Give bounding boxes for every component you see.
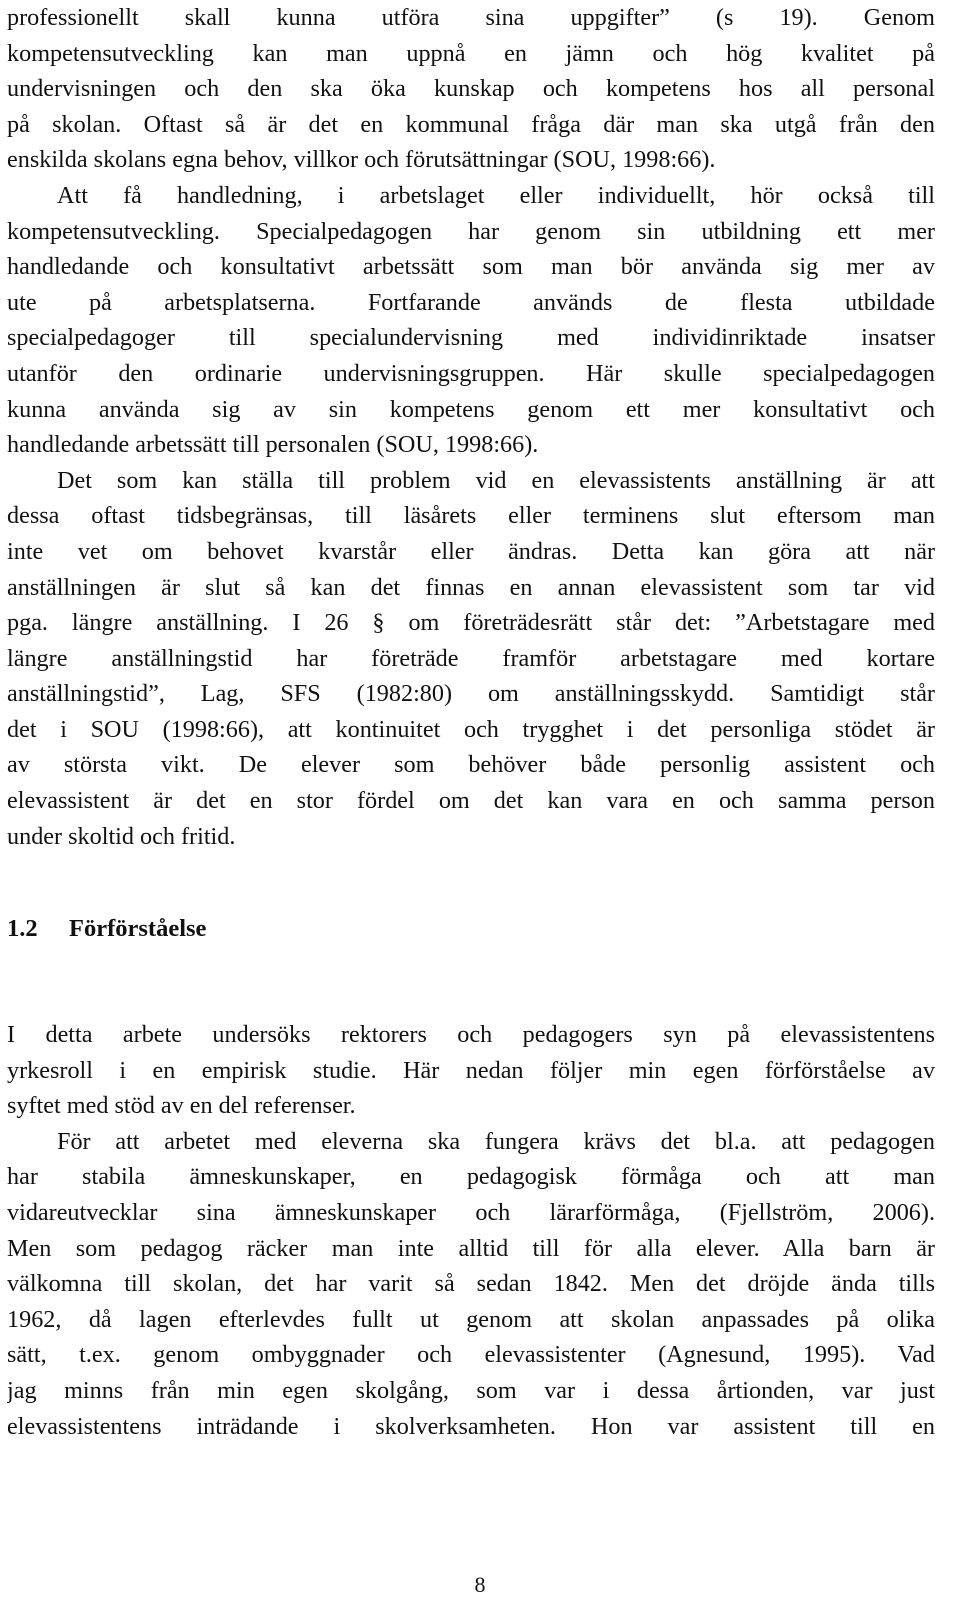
text-line: handledande och konsultativt arbetssätt som man bör använda sig mer av [7,253,935,281]
text-line: Men som pedagog räcker man inte alltid till för alla elever. Alla barn är [7,1234,935,1262]
text-line: Det som kan ställa till problem vid en elevassistents anställning är att [57,466,935,494]
text-line: kompetensutveckling. Specialpedagogen har genom sin utbildning ett mer [7,217,935,245]
text-line: dessa oftast tidsbegränsas, till läsårets eller terminens slut eftersom man [7,502,935,530]
text-line: elevassistentens inträdande i skolverksamheten. Hon var assistent till en [7,1412,935,1440]
page-number: 8 [474,1572,486,1597]
text-line: vidareutvecklar sina ämneskunskaper och lärarförmåga, (Fjellström, 2006). [7,1198,935,1226]
text-line: under skoltid och fritid. [7,822,236,850]
text-line: anställningstid”, Lag, SFS (1982:80) om anställningsskydd. Samtidigt står [7,680,935,708]
text-line: det i SOU (1998:66), att kontinuitet och trygghet i det personliga stödet är [7,715,935,743]
text-line: pga. längre anställning. I 26 § om företrädesrätt står det: ”Arbetstagare med [7,609,935,637]
text-line: För att arbetet med eleverna ska fungera krävs det bl.a. att pedagogen [57,1127,935,1155]
text-line: yrkesroll i en empirisk studie. Här nedan följer min egen förförståelse av [7,1056,935,1084]
text-line: specialpedagoger till specialundervisning med individinriktade insatser [7,324,935,352]
text-line: undervisningen och den ska öka kunskap och kompetens hos all personal [7,75,935,103]
body-text-block-1 [7,0,935,854]
text-line: sätt, t.ex. genom ombyggnader och elevassistenter (Agnesund, 1995). Vad [7,1341,935,1369]
text-line: kunna använda sig av sin kompetens genom ett mer konsultativt och [7,395,935,423]
text-line: anställningen är slut så kan det finnas en annan elevassistent som tar vid [7,573,935,601]
body-text-block-2 [7,1017,935,1444]
section-title: Förförståelse [69,915,207,942]
text-line: jag minns från min egen skolgång, som var i dessa årtionden, var just [7,1376,935,1404]
text-line: syftet med stöd av en del referenser. [7,1092,356,1120]
text-line: elevassistent är det en stor fördel om det kan vara en och samma person [7,787,935,815]
text-line: ute på arbetsplatserna. Fortfarande används de flesta utbildade [7,288,935,316]
text-line: längre anställningstid har företräde framför arbetstagare med kortare [7,644,935,672]
text-line: av största vikt. De elever som behöver både personlig assistent och [7,751,935,779]
text-line: utanför den ordinarie undervisningsgruppen. Här skulle specialpedagogen [7,359,935,387]
text-line: har stabila ämneskunskaper, en pedagogisk förmåga och att man [7,1163,935,1191]
text-line: handledande arbetssätt till personalen (SOU, 1998:66). [7,431,539,459]
text-line: inte vet om behovet kvarstår eller ändras. Detta kan göra att när [7,537,935,565]
section-heading [7,911,206,947]
text-line: Att få handledning, i arbetslaget eller individuellt, hör också till [57,181,935,209]
text-line: enskilda skolans egna behov, villkor och förutsättningar (SOU, 1998:66). [7,146,716,174]
text-line: I detta arbete undersöks rektorers och pedagogers syn på elevassistentens [7,1021,935,1048]
text-line: välkomna till skolan, det har varit så sedan 1842. Men det dröjde ända tills [7,1270,935,1298]
text-line: 1962, då lagen efterlevdes fullt ut genom att skolan anpassades på olika [7,1305,935,1333]
text-line: kompetensutveckling kan man uppnå en jämn och hög kvalitet på [7,39,935,67]
text-line: professionellt skall kunna utföra sina uppgifter” (s 19). Genom [7,4,935,31]
text-line: på skolan. Oftast så är det en kommunal fråga där man ska utgå från den [7,110,935,138]
section-number: 1.2 [7,915,38,942]
